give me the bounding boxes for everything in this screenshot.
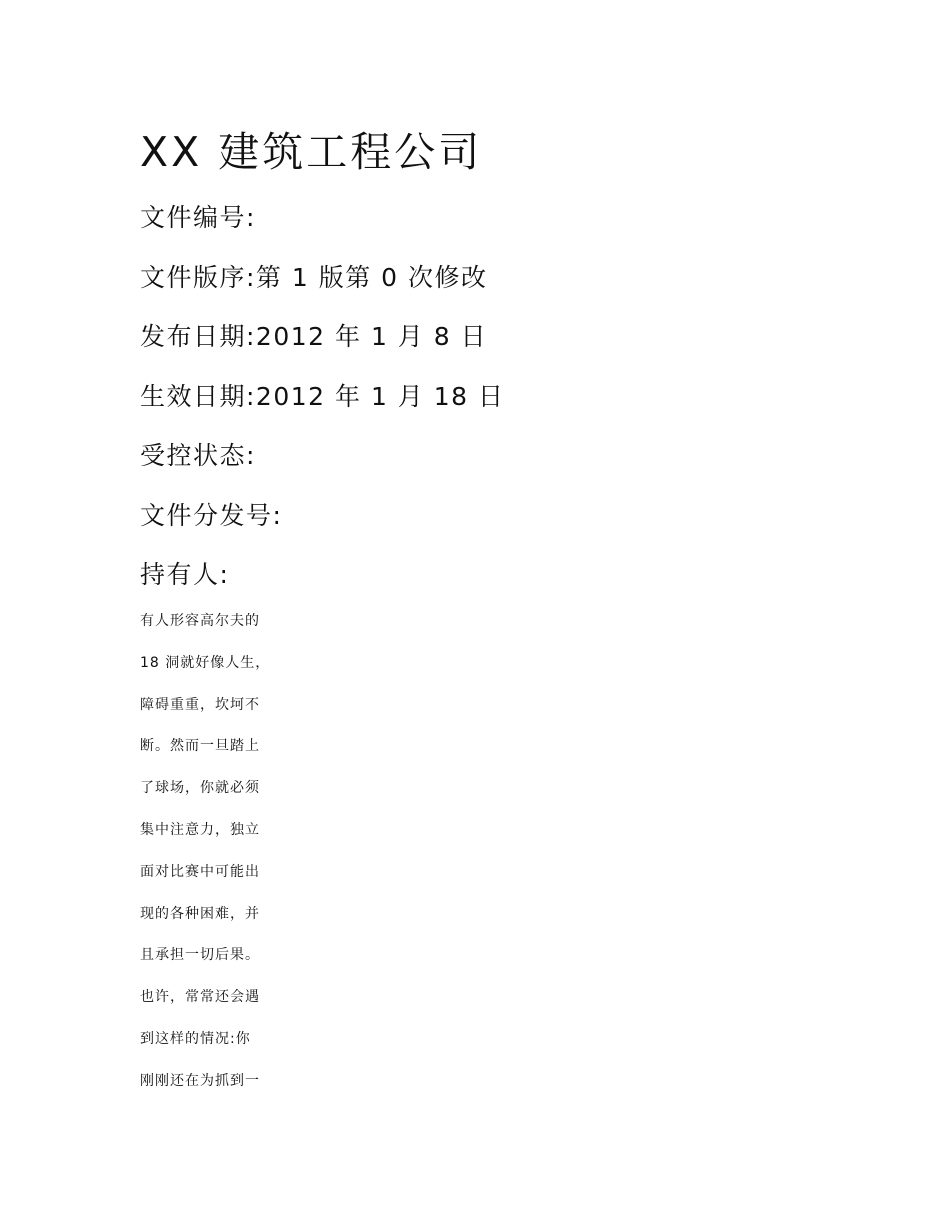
body-line: 集中注意力，独立 [140, 821, 260, 838]
document-title: XX 建筑工程公司 [140, 128, 483, 176]
body-line: 刚刚还在为抓到一 [140, 1072, 260, 1089]
field-file-number: 文件编号: [140, 203, 256, 232]
field-effective-date: 生效日期:2012 年 1 月 18 日 [140, 381, 505, 411]
body-line: 断。然而一旦踏上 [140, 738, 260, 755]
body-line: 面对比赛中可能出 [140, 863, 260, 880]
field-file-version: 文件版序:第 1 版第 0 次修改 [140, 262, 488, 292]
field-control-status: 受控状态: [140, 441, 256, 470]
body-line: 到这样的情况:你 [140, 1030, 251, 1047]
body-line: 也许，常常还会遇 [140, 989, 260, 1006]
body-line: 有人形容高尔夫的 [140, 613, 260, 629]
document-fields [140, 200, 505, 617]
body-line: 障碍重重，坎坷不 [140, 696, 260, 713]
body-line: 现的各种困难，并 [140, 905, 260, 922]
body-line: 18 洞就好像人生， [140, 654, 271, 671]
field-distribution-number: 文件分发号: [140, 500, 283, 530]
body-text [140, 609, 270, 1111]
field-release-date: 发布日期:2012 年 1 月 8 日 [140, 322, 488, 351]
body-line: 了球场，你就必须 [140, 780, 260, 797]
body-line: 且承担一切后果。 [140, 947, 260, 964]
field-holder: 持有人: [140, 560, 230, 589]
